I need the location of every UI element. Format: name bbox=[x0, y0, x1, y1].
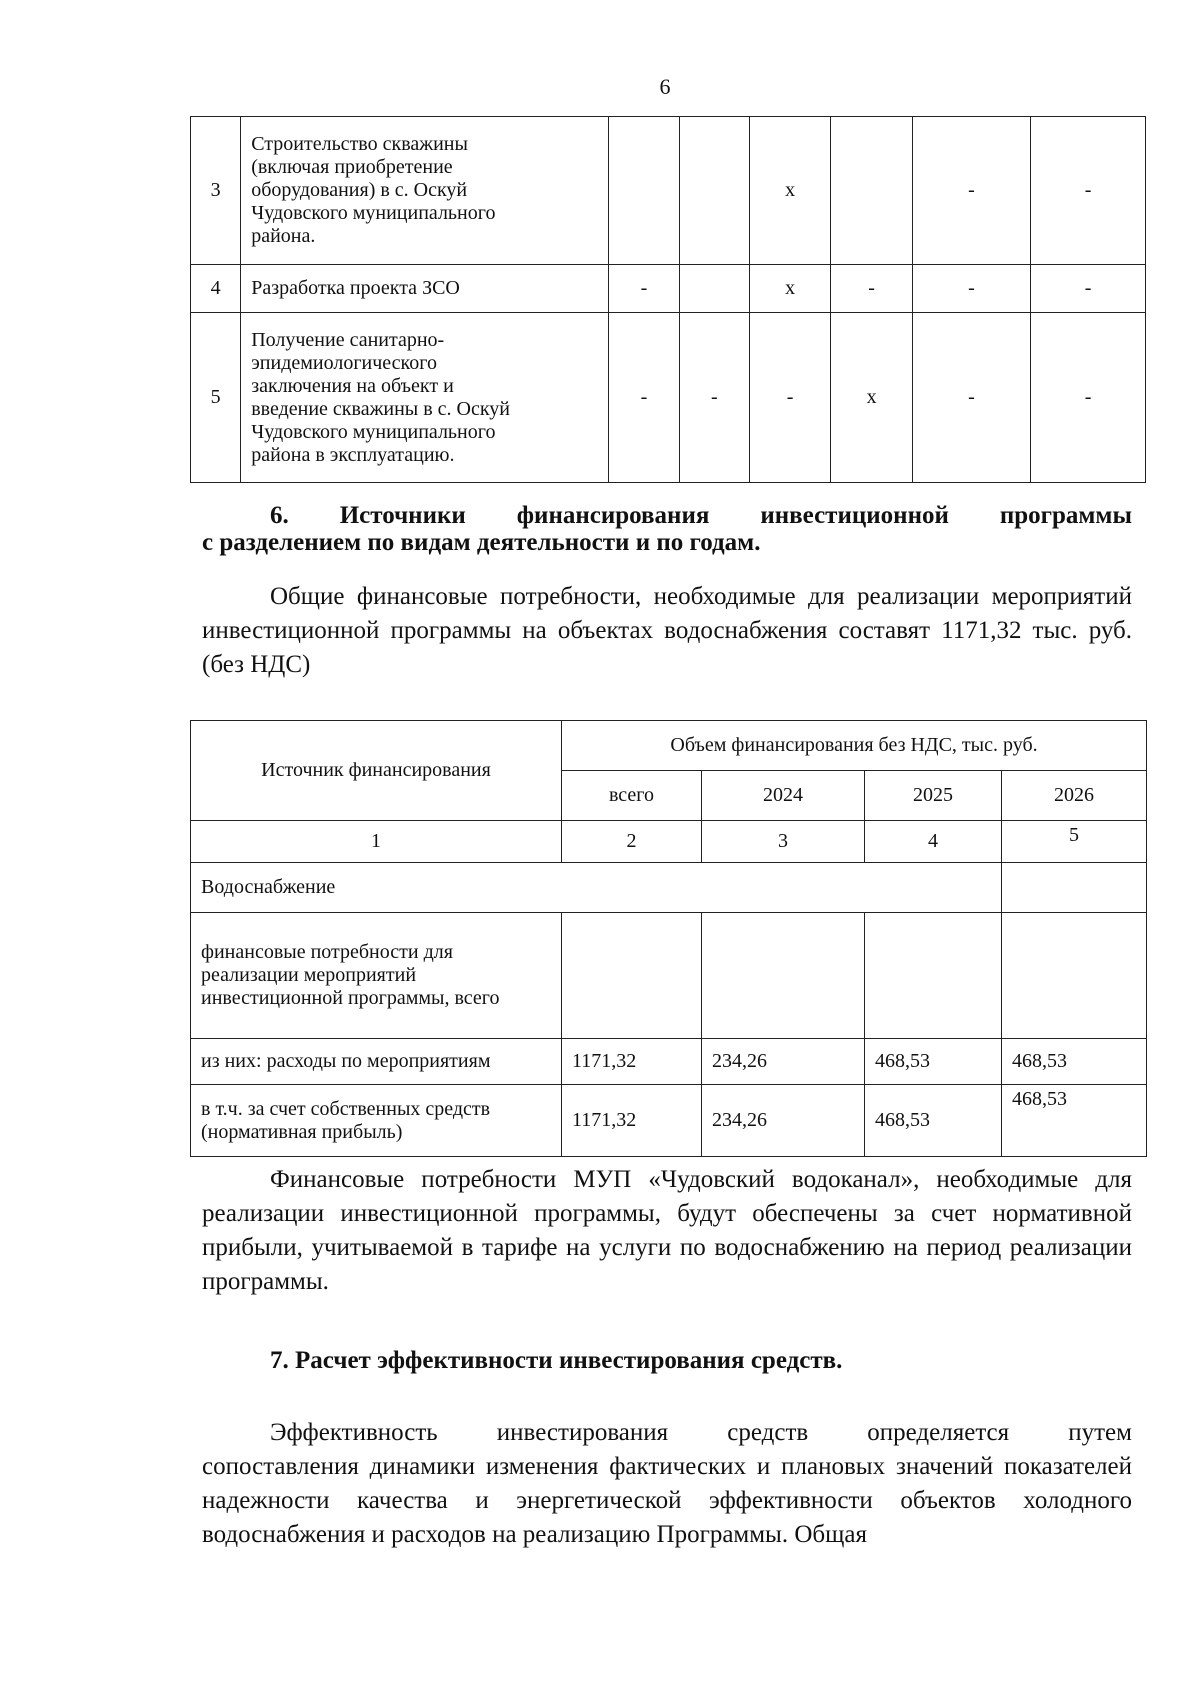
heading-word: 6. bbox=[270, 502, 289, 529]
section-6-heading bbox=[202, 502, 1132, 556]
schedule-cell: - bbox=[609, 265, 679, 313]
table-row bbox=[191, 313, 1146, 483]
activity-name-line: Строительство скважины bbox=[251, 133, 468, 155]
schedule-cell: - bbox=[749, 313, 830, 483]
table-row bbox=[191, 863, 1147, 913]
column-header-2026: 2026 bbox=[1002, 771, 1147, 821]
schedule-cell bbox=[679, 117, 749, 265]
column-number: 5 bbox=[1002, 821, 1147, 863]
paragraph-word: инвестирования bbox=[496, 1419, 669, 1446]
needs-label: финансовые потребности для реализации мероприятий инвестиционной программы, всего bbox=[191, 913, 562, 1039]
empty-cell bbox=[1002, 863, 1147, 913]
financing-table bbox=[190, 720, 1147, 1157]
heading-word: финансирования bbox=[516, 502, 710, 529]
schedule-cell bbox=[831, 117, 912, 265]
efficiency-paragraph bbox=[202, 1416, 1132, 1552]
column-number: 2 bbox=[562, 821, 702, 863]
section-7-heading: 7. Расчет эффективности инвестирования средств. bbox=[270, 1347, 843, 1374]
schedule-cell: - bbox=[912, 117, 1030, 265]
table-header-row bbox=[191, 721, 1147, 771]
expenses-2025: 468,53 bbox=[865, 1039, 1002, 1085]
financing-needs-paragraph: Общие финансовые потребности, необходимые для реализации мероприятий инвестиционной программы на объектах водоснабжения составят 1171,32 тыс. руб. (без НДС) bbox=[202, 583, 1132, 678]
table-row bbox=[191, 913, 1147, 1039]
activity-name-line: (включая приобретение bbox=[251, 156, 453, 178]
paragraph-word: средств bbox=[727, 1419, 809, 1446]
source-header: Источник финансирования bbox=[191, 721, 562, 821]
activity-name-line: заключения на объект и bbox=[251, 374, 454, 397]
table-row bbox=[191, 117, 1146, 265]
schedule-cell bbox=[609, 117, 679, 265]
activity-name bbox=[241, 313, 609, 483]
activity-name-line: введение скважины в с. Оскуй bbox=[251, 397, 511, 420]
column-number: 4 bbox=[865, 821, 1002, 863]
page-number: 6 bbox=[659, 74, 671, 99]
schedule-cell: - bbox=[679, 313, 749, 483]
activity-name-line: Разработка проекта ЗСО bbox=[251, 277, 460, 299]
row-number: 3 bbox=[191, 117, 241, 265]
column-header-total: всего bbox=[562, 771, 702, 821]
table-row bbox=[191, 1039, 1147, 1085]
own-funds-2024: 234,26 bbox=[702, 1085, 865, 1157]
activity-name-line: эпидемиологического bbox=[251, 351, 437, 374]
activity-name-line: оборудования) в с. Оскуй bbox=[251, 179, 468, 201]
activity-name bbox=[241, 265, 609, 313]
activity-name-line: Чудовского муниципального bbox=[251, 420, 496, 443]
own-funds-label: в т.ч. за счет собственных средств (нормативная прибыль) bbox=[191, 1085, 562, 1157]
schedule-cell: - bbox=[912, 313, 1030, 483]
empty-cell bbox=[562, 913, 702, 1039]
table-row bbox=[191, 1085, 1147, 1157]
schedule-cell: - bbox=[609, 313, 679, 483]
row-number: 4 bbox=[191, 265, 241, 313]
activity-name bbox=[241, 117, 609, 265]
activity-name-line: Получение санитарно- bbox=[251, 328, 445, 351]
heading-word: Источники bbox=[339, 502, 466, 529]
group-label: Водоснабжение bbox=[191, 863, 1002, 913]
heading-word: программы bbox=[999, 502, 1132, 529]
schedule-cell: - bbox=[912, 265, 1030, 313]
activities-schedule-table bbox=[190, 116, 1146, 483]
paragraph-word: Эффективность bbox=[270, 1419, 438, 1446]
column-header-2025: 2025 bbox=[865, 771, 1002, 821]
activity-name-line: района в эксплуатацию. bbox=[251, 443, 455, 466]
schedule-cell: x bbox=[749, 265, 830, 313]
expenses-label: из них: расходы по мероприятиям bbox=[191, 1039, 562, 1085]
section-6-heading-line-2: с разделением по видам деятельности и по годам. bbox=[202, 529, 761, 556]
schedule-cell: - bbox=[1031, 117, 1146, 265]
empty-cell bbox=[865, 913, 1002, 1039]
schedule-cell: - bbox=[1031, 313, 1146, 483]
column-number: 3 bbox=[702, 821, 865, 863]
own-funds-total: 1171,32 bbox=[562, 1085, 702, 1157]
heading-word: инвестиционной bbox=[760, 502, 949, 529]
column-header-2024: 2024 bbox=[702, 771, 865, 821]
schedule-cell bbox=[679, 265, 749, 313]
schedule-cell: - bbox=[831, 265, 912, 313]
efficiency-paragraph-first-line bbox=[202, 1416, 1132, 1450]
own-funds-2025: 468,53 bbox=[865, 1085, 1002, 1157]
column-number: 1 bbox=[191, 821, 562, 863]
expenses-2024: 234,26 bbox=[702, 1039, 865, 1085]
volume-header: Объем финансирования без НДС, тыс. руб. bbox=[562, 721, 1147, 771]
schedule-cell: x bbox=[749, 117, 830, 265]
row-number: 5 bbox=[191, 313, 241, 483]
empty-cell bbox=[702, 913, 865, 1039]
section-6-heading-line-1 bbox=[202, 502, 1132, 529]
table-row bbox=[191, 265, 1146, 313]
expenses-2026: 468,53 bbox=[1002, 1039, 1147, 1085]
activity-name-line: Чудовского муниципального bbox=[251, 202, 496, 224]
column-numbers-row bbox=[191, 821, 1147, 863]
paragraph-word: определяется bbox=[867, 1419, 1010, 1446]
empty-cell bbox=[1002, 913, 1147, 1039]
own-funds-2026: 468,53 bbox=[1002, 1085, 1147, 1157]
expenses-total: 1171,32 bbox=[562, 1039, 702, 1085]
activity-name-line: района. bbox=[251, 225, 316, 247]
paragraph-word: путем bbox=[1068, 1419, 1132, 1446]
efficiency-paragraph-rest: сопоставления динамики изменения фактических и плановых значений показателей надежности качества и энергетической эффективности объектов холодного водоснабжения и расходов на реализацию Программы. Общая bbox=[202, 1453, 1132, 1548]
funding-source-paragraph: Финансовые потребности МУП «Чудовский водоканал», необходимые для реализации инвестиционной программы, будут обеспечены за счет нормативной прибыли, учитываемой в тарифе на услуги по водоснабжению на период реализации программы. bbox=[202, 1166, 1132, 1295]
schedule-cell: - bbox=[1031, 265, 1146, 313]
schedule-cell: x bbox=[831, 313, 912, 483]
